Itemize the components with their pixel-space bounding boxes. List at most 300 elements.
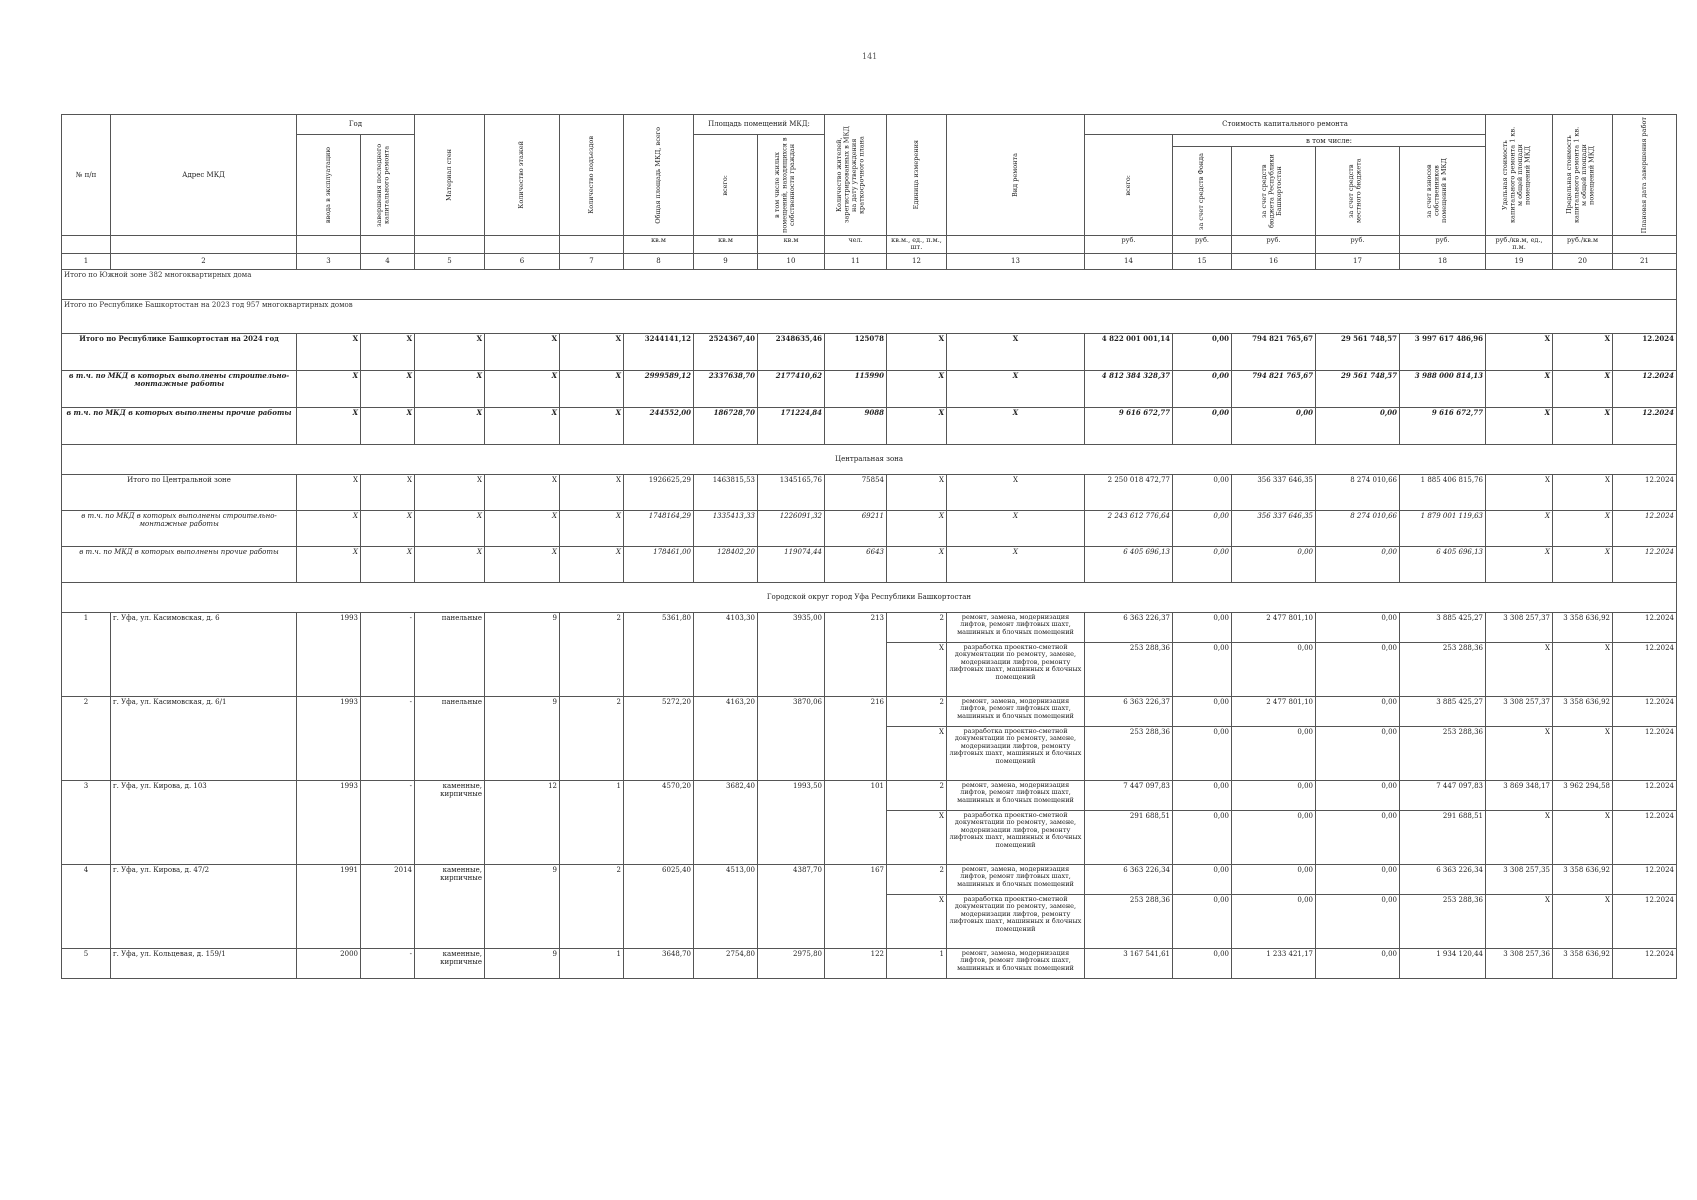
summary-c3: X [297,546,361,582]
house-floors: 9 [485,948,560,978]
work-c18: 3 885 425,27 [1400,612,1486,642]
summary-label: Итого по Центральной зоне [62,474,297,510]
work-c16: 0,00 [1232,894,1316,948]
house-number: 1 [62,612,111,696]
work-c14: 253 288,36 [1085,642,1173,696]
column-number: 8 [624,253,694,269]
summary-c7: X [560,370,624,407]
work-c18: 1 934 120,44 [1400,948,1486,978]
work-c20: 3 358 636,92 [1553,864,1613,894]
summary-c7: X [560,407,624,444]
header-entrances: Количество подъездов [560,115,624,236]
summary-c9: 1463815,53 [694,474,758,510]
work-c17: 0,00 [1316,612,1400,642]
unit-cell: кв.м., ед., п.м., шт. [887,236,947,254]
work-c17: 0,00 [1316,726,1400,780]
header-incl-group: в том числе: [1173,135,1486,147]
work-c18: 253 288,36 [1400,642,1486,696]
header-address: Адрес МКД [111,115,297,236]
summary-label: Итого по Республике Башкортостан на 2024 год [62,333,297,370]
column-number: 5 [415,253,485,269]
house-year: 1993 [297,780,361,864]
unit-cell [415,236,485,254]
summary-c18: 3 988 000 814,13 [1400,370,1486,407]
column-number: 21 [1613,253,1677,269]
house-residents: 216 [825,696,887,780]
summary-c8: 3244141,12 [624,333,694,370]
summary-c13: X [947,546,1085,582]
work-c16: 0,00 [1232,864,1316,894]
work-c19: 3 869 348,17 [1486,780,1553,810]
work-c20: 3 962 294,58 [1553,780,1613,810]
summary-c8: 1926625,29 [624,474,694,510]
summary-c8: 178461,00 [624,546,694,582]
work-c20: 3 358 636,92 [1553,696,1613,726]
summary-c11: 6643 [825,546,887,582]
summary-c16: 356 337 646,35 [1232,474,1316,510]
summary-c13: X [947,474,1085,510]
work-c15: 0,00 [1173,612,1232,642]
house-year: 2000 [297,948,361,978]
header-total-area: Общая площадь МКД, всего [624,115,694,236]
summary-c21: 12.2024 [1613,474,1677,510]
work-kind: разработка проектно-сметной документации по ремонту, замене, модернизации лифтов, ремонту лифтовых шахт, машинных и блочных помещений [947,726,1085,780]
work-kind: разработка проектно-сметной документации по ремонту, замене, модернизации лифтов, ремонту лифтовых шахт, машинных и блочных помещений [947,810,1085,864]
house-last-repair: - [361,612,415,696]
header-owners: за счет взносов собственников помещений в МКД [1400,147,1486,236]
work-unit: 2 [887,612,947,642]
work-c21: 12.2024 [1613,810,1677,864]
house-entrances: 2 [560,864,624,948]
summary-c15: 0,00 [1173,333,1232,370]
work-c17: 0,00 [1316,696,1400,726]
header-year-commission: ввода в эксплуатацию [297,135,361,236]
house-floors: 9 [485,864,560,948]
header-row-1 [62,115,1677,135]
summary-c16: 794 821 765,67 [1232,333,1316,370]
summary-c14: 2 243 612 776,64 [1085,510,1173,546]
summary-c10: 171224,84 [758,407,825,444]
work-c19: 3 308 257,35 [1486,864,1553,894]
section-label: Итого по Южной зоне 382 многоквартирных дома [62,269,1677,299]
unit-cell [111,236,297,254]
summary-c17: 29 561 748,57 [1316,370,1400,407]
house-residents: 101 [825,780,887,864]
header-num: № п/п [62,115,111,236]
work-c16: 0,00 [1232,810,1316,864]
work-c21: 12.2024 [1613,780,1677,810]
summary-c18: 9 616 672,77 [1400,407,1486,444]
house-floors: 9 [485,696,560,780]
house-address: г. Уфа, ул. Кирова, д. 103 [111,780,297,864]
summary-c13: X [947,407,1085,444]
summary-c3: X [297,474,361,510]
header-repair-type: Вид ремонта [947,115,1085,236]
work-c21: 12.2024 [1613,696,1677,726]
work-c14: 6 363 226,34 [1085,864,1173,894]
work-c18: 3 885 425,27 [1400,696,1486,726]
summary-c21: 12.2024 [1613,333,1677,370]
summary-c10: 1345165,76 [758,474,825,510]
summary-row [62,370,1677,407]
unit-cell: руб./кв.м [1553,236,1613,254]
column-number: 18 [1400,253,1486,269]
summary-c12: X [887,474,947,510]
summary-row [62,474,1677,510]
section-row [62,299,1677,333]
summary-c14: 4 812 384 328,37 [1085,370,1173,407]
work-c17: 0,00 [1316,948,1400,978]
summary-c11: 9088 [825,407,887,444]
work-c20: 3 358 636,92 [1553,948,1613,978]
house-area: 5272,20 [624,696,694,780]
work-c15: 0,00 [1173,726,1232,780]
summary-c11: 69211 [825,510,887,546]
summary-c12: X [887,546,947,582]
summary-c5: X [415,510,485,546]
work-c15: 0,00 [1173,948,1232,978]
work-kind: ремонт, замена, модернизация лифтов, ремонт лифтовых шахт, машинных и блочных помещений [947,864,1085,894]
column-number: 15 [1173,253,1232,269]
house-material: панельные [415,696,485,780]
unit-cell: руб. [1173,236,1232,254]
work-c21: 12.2024 [1613,948,1677,978]
house-address: г. Уфа, ул. Кирова, д. 47/2 [111,864,297,948]
table-row [62,780,1677,810]
summary-c4: X [361,474,415,510]
header-area-living: в том числе жилых помещений, находящихся в собственности граждан [758,135,825,236]
section-label: Центральная зона [62,444,1677,474]
summary-c7: X [560,474,624,510]
page-number: 141 [862,52,878,61]
section-row [62,444,1677,474]
summary-c5: X [415,370,485,407]
work-unit: 2 [887,780,947,810]
summary-c18: 1 885 406 815,76 [1400,474,1486,510]
summary-c9: 1335413,33 [694,510,758,546]
unit-cell: руб. [1400,236,1486,254]
header-residents: Количество жителей, зарегистрированных в МКД на дату утверждения краткосрочного плана [825,115,887,236]
summary-c19: X [1486,510,1553,546]
work-c14: 3 167 541,61 [1085,948,1173,978]
summary-c16: 0,00 [1232,407,1316,444]
summary-c21: 12.2024 [1613,546,1677,582]
work-unit: X [887,810,947,864]
work-c14: 291 688,51 [1085,810,1173,864]
header-max-cost: Предельная стоимость капитального ремонта 1 кв. м общей площади помещений МКД [1553,115,1613,236]
house-residents: 167 [825,864,887,948]
header-local-budget: за счет средств местного бюджета [1316,147,1400,236]
summary-c18: 1 879 001 119,63 [1400,510,1486,546]
work-c21: 12.2024 [1613,612,1677,642]
work-c18: 253 288,36 [1400,894,1486,948]
column-number: 6 [485,253,560,269]
work-c16: 0,00 [1232,726,1316,780]
summary-c14: 9 616 672,77 [1085,407,1173,444]
summary-c5: X [415,407,485,444]
work-c17: 0,00 [1316,894,1400,948]
work-c20: X [1553,642,1613,696]
house-area-total: 2754,80 [694,948,758,978]
unit-cell [361,236,415,254]
work-c15: 0,00 [1173,780,1232,810]
work-c18: 291 688,51 [1400,810,1486,864]
work-c19: X [1486,726,1553,780]
summary-c4: X [361,407,415,444]
house-area-living: 1993,50 [758,780,825,864]
column-numbers-row [62,253,1677,269]
summary-c12: X [887,333,947,370]
header-wall-material: Материал стен [415,115,485,236]
house-address: г. Уфа, ул. Кольцевая, д. 159/1 [111,948,297,978]
header-fund: за счет средств Фонда [1173,147,1232,236]
work-unit: X [887,642,947,696]
table-row [62,612,1677,642]
summary-c20: X [1553,333,1613,370]
work-unit: 2 [887,864,947,894]
header-year-last-repair: завершения последнего капитального ремонта [361,135,415,236]
house-area-total: 4163,20 [694,696,758,780]
house-area: 5361,80 [624,612,694,696]
summary-label: в т.ч. по МКД в которых выполнены прочие работы [62,546,297,582]
summary-label: в т.ч. по МКД в которых выполнены прочие работы [62,407,297,444]
house-year: 1991 [297,864,361,948]
summary-c14: 4 822 001 001,14 [1085,333,1173,370]
summary-c11: 125078 [825,333,887,370]
summary-c13: X [947,370,1085,407]
unit-cell: кв.м [758,236,825,254]
work-c19: X [1486,894,1553,948]
summary-c17: 8 274 010,66 [1316,510,1400,546]
work-kind: ремонт, замена, модернизация лифтов, ремонт лифтовых шахт, машинных и блочных помещений [947,612,1085,642]
header-year-group: Год [297,115,415,135]
unit-cell: кв.м [624,236,694,254]
work-c16: 0,00 [1232,642,1316,696]
house-address: г. Уфа, ул. Касимовская, д. 6 [111,612,297,696]
unit-cell [485,236,560,254]
unit-cell: кв.м [694,236,758,254]
house-number: 4 [62,864,111,948]
header-unit: Единица измерения [887,115,947,236]
summary-c15: 0,00 [1173,510,1232,546]
unit-cell [62,236,111,254]
capital-repair-table [61,114,1677,979]
summary-row [62,407,1677,444]
summary-c11: 75854 [825,474,887,510]
work-c20: X [1553,810,1613,864]
summary-c8: 1748164,29 [624,510,694,546]
unit-cell: руб./кв.м, ед., п.м. [1486,236,1553,254]
house-material: панельные [415,612,485,696]
summary-c6: X [485,546,560,582]
work-unit: X [887,894,947,948]
house-number: 3 [62,780,111,864]
house-area-living: 3870,06 [758,696,825,780]
section-row [62,269,1677,299]
work-unit: X [887,726,947,780]
summary-c17: 0,00 [1316,546,1400,582]
summary-c15: 0,00 [1173,474,1232,510]
section-row [62,582,1677,612]
column-number: 17 [1316,253,1400,269]
header-plan-date: Плановая дата завершения работ [1613,115,1677,236]
summary-c20: X [1553,370,1613,407]
house-residents: 213 [825,612,887,696]
house-material: каменные, кирпичные [415,864,485,948]
summary-c11: 115990 [825,370,887,407]
summary-c6: X [485,407,560,444]
work-c18: 253 288,36 [1400,726,1486,780]
summary-c19: X [1486,370,1553,407]
work-c21: 12.2024 [1613,864,1677,894]
work-c15: 0,00 [1173,642,1232,696]
summary-c15: 0,00 [1173,407,1232,444]
house-year: 1993 [297,696,361,780]
summary-c9: 2337638,70 [694,370,758,407]
summary-label: в т.ч. по МКД в которых выполнены строительно-монтажные работы [62,510,297,546]
work-c15: 0,00 [1173,894,1232,948]
table-row [62,864,1677,894]
house-area-living: 2975,80 [758,948,825,978]
column-number: 3 [297,253,361,269]
column-number: 4 [361,253,415,269]
work-c16: 0,00 [1232,780,1316,810]
house-area-total: 4103,30 [694,612,758,696]
column-number: 2 [111,253,297,269]
work-c20: 3 358 636,92 [1553,612,1613,642]
house-floors: 9 [485,612,560,696]
work-c14: 253 288,36 [1085,726,1173,780]
work-kind: ремонт, замена, модернизация лифтов, ремонт лифтовых шахт, машинных и блочных помещений [947,696,1085,726]
house-address: г. Уфа, ул. Касимовская, д. 6/1 [111,696,297,780]
summary-c15: 0,00 [1173,370,1232,407]
house-last-repair: - [361,780,415,864]
table-row [62,948,1677,978]
header-cost-group: Стоимость капитального ремонта [1085,115,1486,135]
house-material: каменные, кирпичные [415,780,485,864]
summary-c17: 29 561 748,57 [1316,333,1400,370]
house-entrances: 1 [560,780,624,864]
summary-c18: 6 405 696,13 [1400,546,1486,582]
summary-c6: X [485,510,560,546]
summary-c21: 12.2024 [1613,370,1677,407]
work-kind: ремонт, замена, модернизация лифтов, ремонт лифтовых шахт, машинных и блочных помещений [947,780,1085,810]
summary-c3: X [297,510,361,546]
summary-c9: 128402,20 [694,546,758,582]
work-c17: 0,00 [1316,810,1400,864]
house-entrances: 2 [560,612,624,696]
unit-cell: чел. [825,236,887,254]
work-c19: 3 308 257,37 [1486,696,1553,726]
work-c19: 3 308 257,37 [1486,612,1553,642]
work-c17: 0,00 [1316,780,1400,810]
summary-c20: X [1553,510,1613,546]
summary-c12: X [887,510,947,546]
summary-c6: X [485,333,560,370]
work-c14: 6 363 226,37 [1085,696,1173,726]
house-area: 6025,40 [624,864,694,948]
work-c14: 7 447 097,83 [1085,780,1173,810]
work-c19: X [1486,642,1553,696]
summary-c3: X [297,333,361,370]
summary-c19: X [1486,474,1553,510]
summary-c16: 0,00 [1232,546,1316,582]
units-row [62,236,1677,254]
house-area-total: 4513,00 [694,864,758,948]
summary-c20: X [1553,407,1613,444]
work-c14: 6 363 226,37 [1085,612,1173,642]
house-area-living: 3935,00 [758,612,825,696]
header-floors: Количество этажей [485,115,560,236]
house-material: каменные, кирпичные [415,948,485,978]
work-c15: 0,00 [1173,810,1232,864]
summary-c14: 2 250 018 472,77 [1085,474,1173,510]
unit-cell: руб. [1232,236,1316,254]
house-floors: 12 [485,780,560,864]
table-row [62,696,1677,726]
summary-c12: X [887,407,947,444]
summary-row [62,333,1677,370]
summary-c13: X [947,510,1085,546]
summary-c9: 2524367,40 [694,333,758,370]
summary-c4: X [361,370,415,407]
column-number: 12 [887,253,947,269]
work-c21: 12.2024 [1613,894,1677,948]
unit-cell: руб. [1316,236,1400,254]
summary-c12: X [887,370,947,407]
summary-c20: X [1553,474,1613,510]
house-area: 3648,70 [624,948,694,978]
work-c16: 2 477 801,10 [1232,612,1316,642]
work-unit: 1 [887,948,947,978]
house-area: 4570,20 [624,780,694,864]
work-c17: 0,00 [1316,864,1400,894]
summary-c8: 244552,00 [624,407,694,444]
work-c15: 0,00 [1173,864,1232,894]
summary-c10: 2348635,46 [758,333,825,370]
summary-c3: X [297,370,361,407]
house-residents: 122 [825,948,887,978]
house-last-repair: 2014 [361,864,415,948]
work-c18: 7 447 097,83 [1400,780,1486,810]
house-number: 5 [62,948,111,978]
summary-c17: 8 274 010,66 [1316,474,1400,510]
summary-c5: X [415,333,485,370]
summary-c4: X [361,333,415,370]
summary-c7: X [560,546,624,582]
house-area-living: 4387,70 [758,864,825,948]
column-number: 19 [1486,253,1553,269]
summary-c19: X [1486,546,1553,582]
work-c14: 253 288,36 [1085,894,1173,948]
summary-c13: X [947,333,1085,370]
summary-c20: X [1553,546,1613,582]
summary-c17: 0,00 [1316,407,1400,444]
work-c21: 12.2024 [1613,726,1677,780]
summary-c4: X [361,546,415,582]
work-kind: ремонт, замена, модернизация лифтов, ремонт лифтовых шахт, машинных и блочных помещений [947,948,1085,978]
work-kind: разработка проектно-сметной документации по ремонту, замене, модернизации лифтов, ремонту лифтовых шахт, машинных и блочных помещений [947,894,1085,948]
work-c19: 3 308 257,36 [1486,948,1553,978]
work-unit: 2 [887,696,947,726]
summary-c7: X [560,510,624,546]
summary-c4: X [361,510,415,546]
header-area-group: Площадь помещений МКД: [694,115,825,135]
unit-cell [1613,236,1677,254]
capital-repair-table-sheet [61,114,1677,979]
summary-c5: X [415,546,485,582]
summary-c19: X [1486,407,1553,444]
